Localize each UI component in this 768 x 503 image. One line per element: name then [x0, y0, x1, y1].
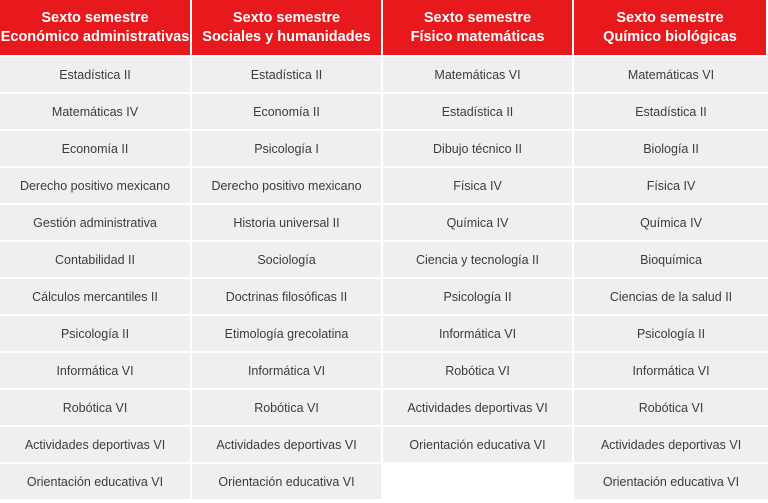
subject-cell: Estadística II [574, 92, 768, 129]
subject-cell: Matemáticas VI [383, 55, 574, 92]
subject-cell: Informática VI [0, 351, 192, 388]
column-header-3 [383, 0, 574, 55]
column-header-semester: Sexto semestre [232, 9, 341, 26]
column-header-semester: Sexto semestre [616, 9, 724, 26]
subject-cell: Economía II [192, 92, 383, 129]
column-header-2 [192, 0, 383, 55]
subject-cell: Orientación educativa VI [574, 462, 768, 499]
subject-cell: Química IV [574, 203, 768, 240]
subject-cell: Etimología grecolatina [192, 314, 383, 351]
subject-cell: Gestión administrativa [0, 203, 192, 240]
column-header-1 [0, 0, 192, 55]
subject-cell: Cálculos mercantiles II [0, 277, 192, 314]
subject-cell: Estadística II [383, 92, 574, 129]
subject-cell: Física IV [574, 166, 768, 203]
subject-cell: Psicología I [192, 129, 383, 166]
subject-cell: Robótica VI [192, 388, 383, 425]
subject-cell: Informática VI [574, 351, 768, 388]
subject-cell: Ciencia y tecnología II [383, 240, 574, 277]
subject-cell: Derecho positivo mexicano [0, 166, 192, 203]
subject-cell: Ciencias de la salud II [574, 277, 768, 314]
subject-cell: Matemáticas VI [574, 55, 768, 92]
subject-cell: Robótica VI [574, 388, 768, 425]
subject-cell: Actividades deportivas VI [0, 425, 192, 462]
column-header-semester: Sexto semestre [423, 9, 532, 26]
column-header-semester: Sexto semestre [41, 9, 149, 26]
subject-cell: Matemáticas IV [0, 92, 192, 129]
subject-cell: Orientación educativa VI [0, 462, 192, 499]
subject-cell: Bioquímica [574, 240, 768, 277]
subject-cell: Estadística II [192, 55, 383, 92]
subject-cell [383, 462, 574, 499]
subject-cell: Economía II [0, 129, 192, 166]
subject-cell: Orientación educativa VI [192, 462, 383, 499]
subject-cell: Derecho positivo mexicano [192, 166, 383, 203]
column-header-4 [574, 0, 768, 55]
subject-cell: Robótica VI [383, 351, 574, 388]
subject-cell: Física IV [383, 166, 574, 203]
subject-cell: Psicología II [0, 314, 192, 351]
column-header-area: Económico administrativas [0, 28, 190, 45]
subject-cell: Química IV [383, 203, 574, 240]
subject-cell: Contabilidad II [0, 240, 192, 277]
column-header-area: Sociales y humanidades [202, 28, 371, 45]
subject-cell: Psicología II [383, 277, 574, 314]
subject-cell: Informática VI [383, 314, 574, 351]
column-header-area: Químico biológicas [603, 28, 737, 45]
subject-cell: Doctrinas filosóficas II [192, 277, 383, 314]
subject-cell: Actividades deportivas VI [192, 425, 383, 462]
subject-cell: Orientación educativa VI [383, 425, 574, 462]
subject-cell: Historia universal II [192, 203, 383, 240]
column-header-area: Físico matemáticas [410, 28, 545, 45]
subject-cell: Biología II [574, 129, 768, 166]
subject-cell: Psicología II [574, 314, 768, 351]
subject-cell: Actividades deportivas VI [574, 425, 768, 462]
subject-cell: Actividades deportivas VI [383, 388, 574, 425]
subject-cell: Sociología [192, 240, 383, 277]
subject-cell: Informática VI [192, 351, 383, 388]
subject-cell: Robótica VI [0, 388, 192, 425]
subject-cell: Dibujo técnico II [383, 129, 574, 166]
subject-cell: Estadística II [0, 55, 192, 92]
